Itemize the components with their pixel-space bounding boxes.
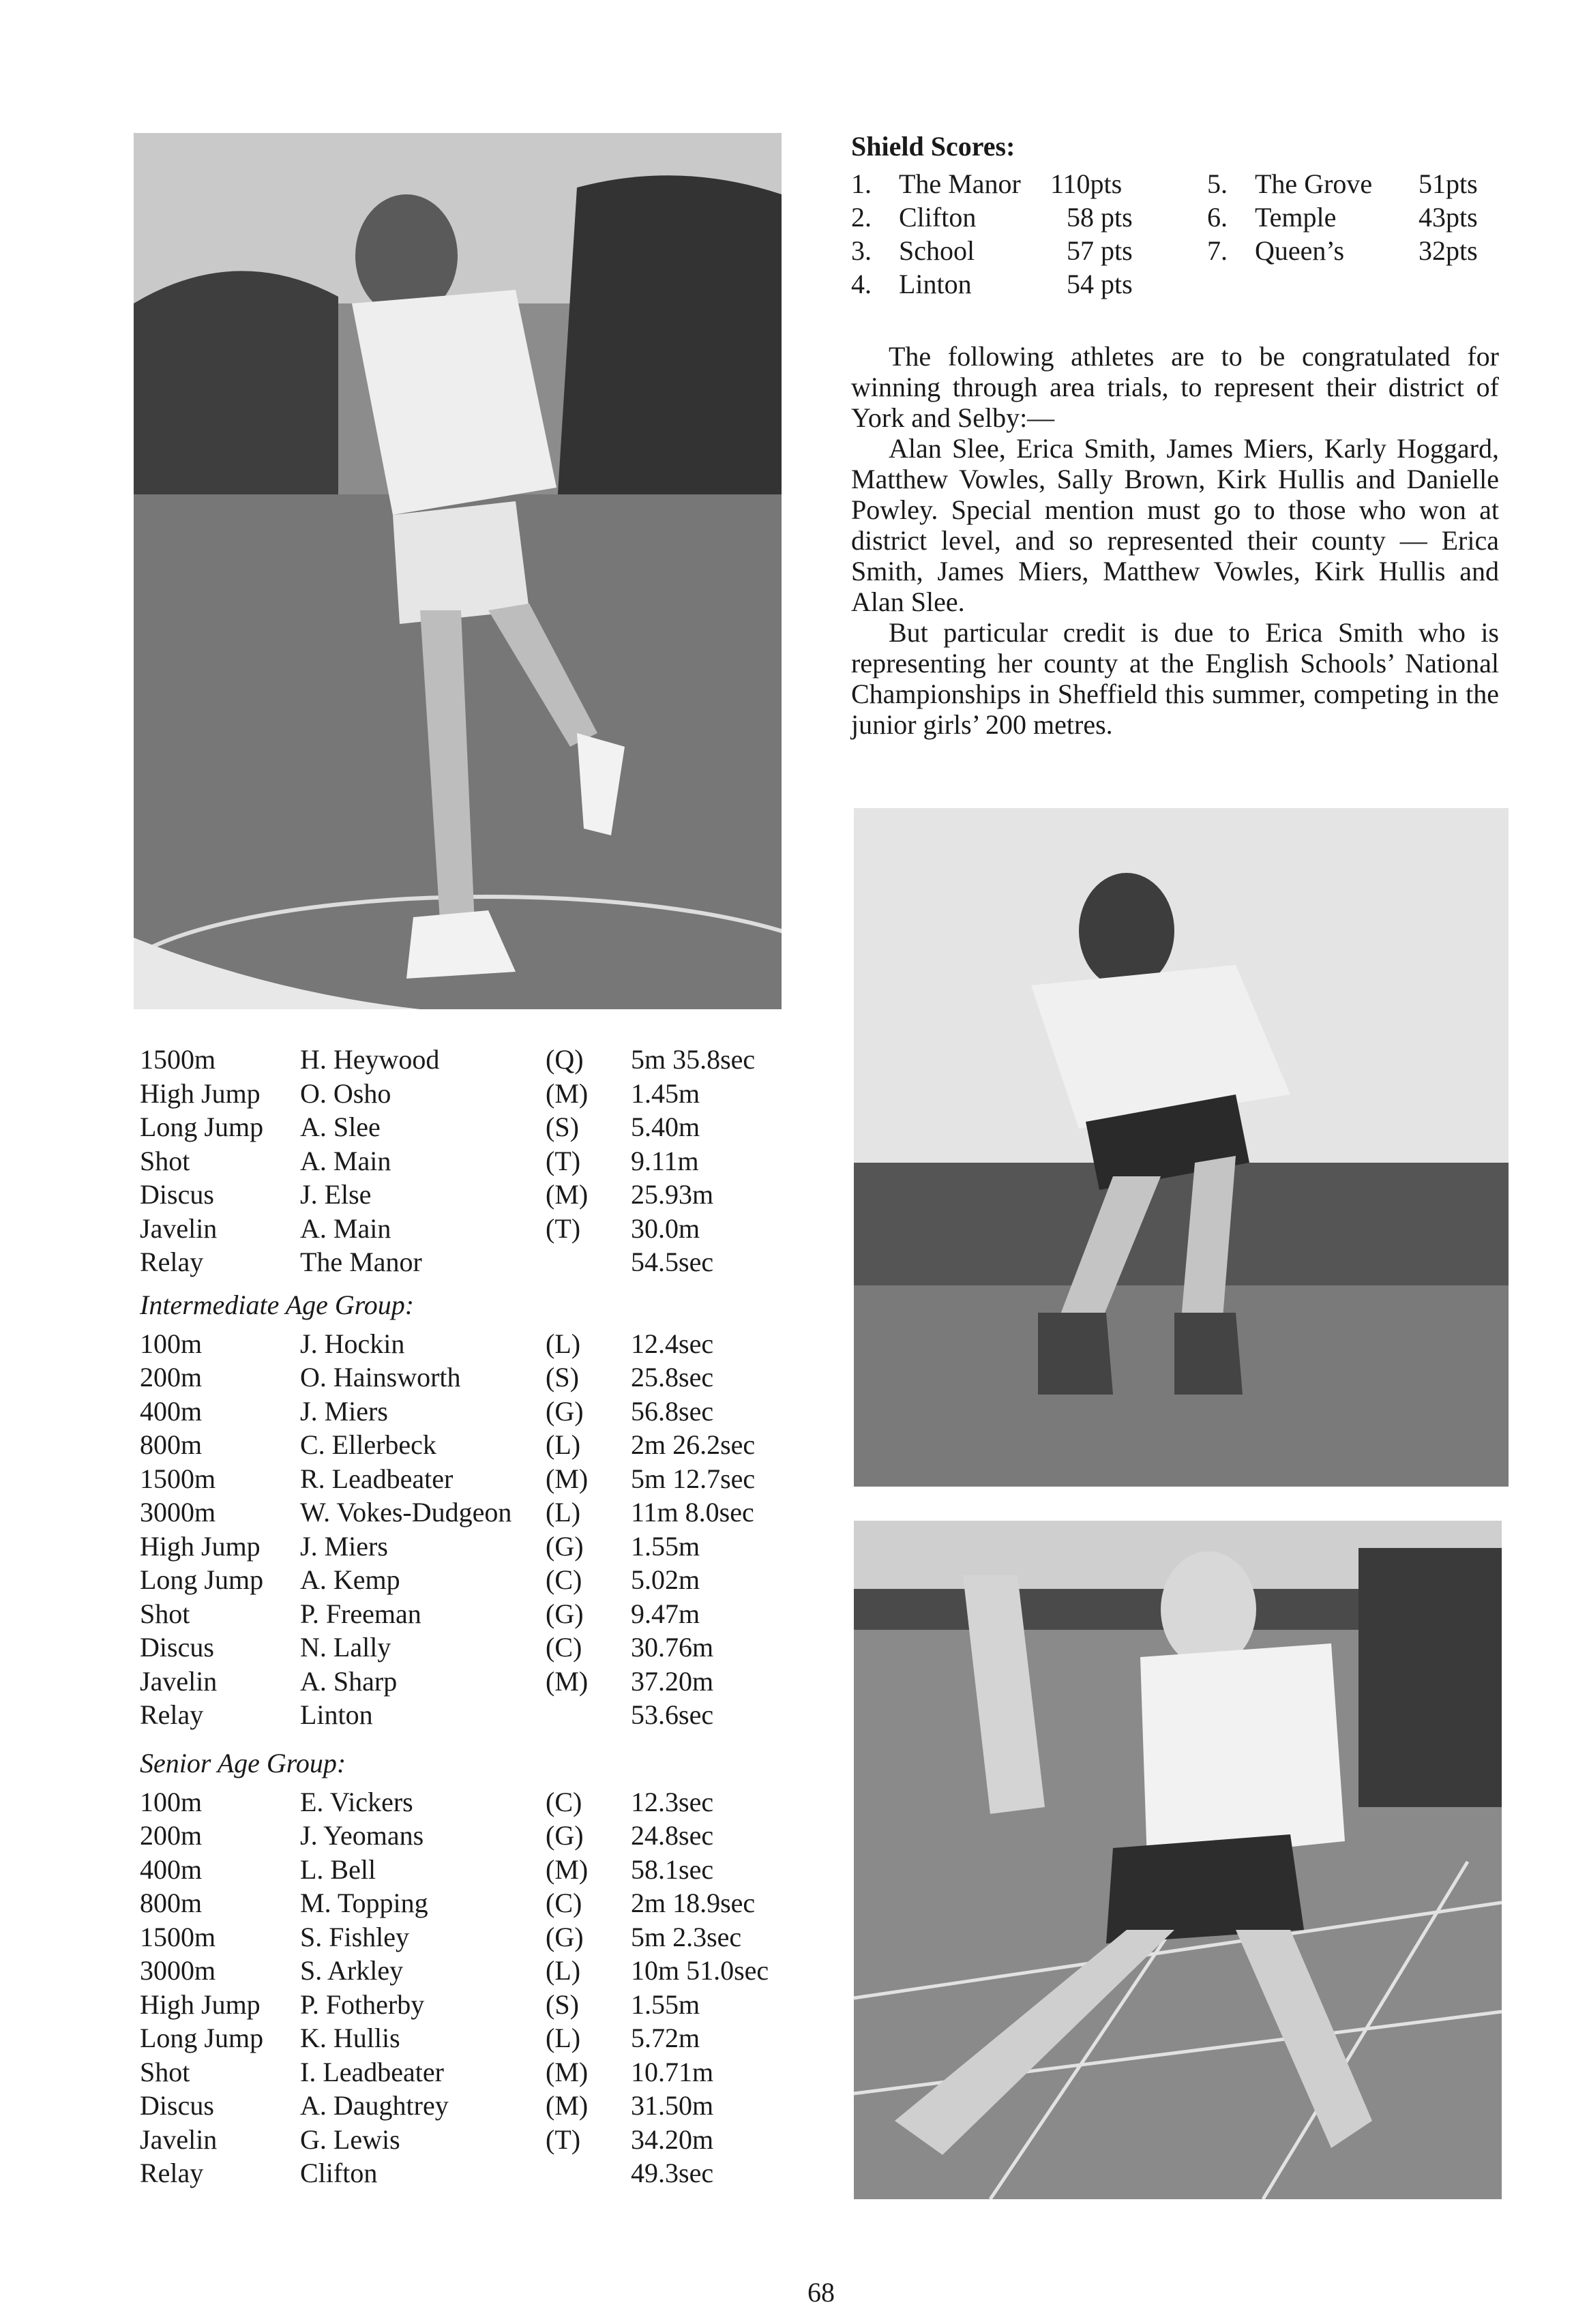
result-row — [140, 1429, 822, 1463]
result-event: 3000m — [140, 1955, 216, 1986]
result-house: (L) — [546, 1497, 581, 1528]
page-number: 68 — [807, 2277, 835, 2308]
result-row — [140, 1043, 822, 1077]
result-event: Long Jump — [140, 2023, 264, 2053]
result-row — [140, 1853, 822, 1888]
result-house: (C) — [546, 1786, 582, 1817]
result-value: 49.3sec — [631, 2158, 714, 2188]
result-value: 24.8sec — [631, 1820, 714, 1851]
result-event: 1500m — [140, 1463, 216, 1494]
result-event: Relay — [140, 1247, 204, 1277]
result-event: 400m — [140, 1395, 203, 1427]
result-value: 5m 2.3sec — [631, 1921, 742, 1952]
shield-rank: 5. — [1207, 168, 1228, 199]
shield-rank: 1. — [851, 168, 872, 199]
result-house: (L) — [546, 1955, 581, 1986]
shield-rank: 6. — [1207, 202, 1228, 233]
shield-house: Temple — [1255, 202, 1337, 233]
result-row — [140, 1111, 822, 1145]
result-row — [140, 1395, 822, 1429]
result-value: 5.02m — [631, 1564, 700, 1595]
result-event: High Jump — [140, 1988, 261, 2020]
senior-heading-row — [140, 1733, 822, 1786]
result-value: 2m 18.9sec — [631, 1888, 756, 1918]
shield-rank: 3. — [851, 235, 872, 266]
shield-row — [851, 167, 1506, 200]
shot-put-photo — [134, 133, 782, 1009]
result-event: High Jump — [140, 1530, 261, 1562]
result-athlete: The Manor — [300, 1247, 422, 1277]
result-value: 5.72m — [631, 2023, 700, 2053]
result-athlete: S. Fishley — [300, 1921, 410, 1952]
result-house: (M) — [546, 1463, 589, 1494]
result-house: (T) — [546, 1145, 581, 1176]
result-row — [140, 1819, 822, 1853]
result-athlete: A. Kemp — [300, 1564, 400, 1595]
result-athlete: W. Vokes-Dudgeon — [300, 1497, 512, 1528]
result-house: (M) — [546, 1665, 589, 1697]
result-value: 56.8sec — [631, 1395, 714, 1427]
result-value: 12.3sec — [631, 1786, 714, 1817]
result-event: 800m — [140, 1429, 203, 1460]
result-row — [140, 1921, 822, 1955]
result-value: 25.8sec — [631, 1362, 714, 1392]
result-event: Javelin — [140, 1665, 218, 1697]
result-row — [140, 1954, 822, 1988]
result-row — [140, 1077, 822, 1112]
shield-house: Clifton — [899, 202, 977, 233]
result-event: 100m — [140, 1786, 203, 1817]
congrats-paragraph-1: The following athletes are to be congratulated for winning through area trials, to represent their district of York and Selby:— — [851, 341, 1499, 433]
result-value: 5m 12.7sec — [631, 1463, 756, 1494]
result-event: 800m — [140, 1888, 203, 1918]
result-athlete: C. Ellerbeck — [300, 1429, 436, 1460]
result-row — [140, 1246, 822, 1280]
shield-points: 54 pts — [1067, 269, 1133, 299]
result-house: (S) — [546, 1988, 579, 2020]
result-house: (M) — [546, 1853, 589, 1885]
result-value: 1.45m — [631, 1077, 700, 1109]
result-row — [140, 1212, 822, 1247]
result-row — [140, 1665, 822, 1699]
result-house: (L) — [546, 1328, 581, 1359]
result-event: Shot — [140, 2056, 190, 2087]
result-athlete: O. Hainsworth — [300, 1362, 461, 1392]
junior-results-table — [140, 1043, 822, 2191]
result-athlete: P. Freeman — [300, 1598, 421, 1629]
congrats-paragraph-3: But particular credit is due to Erica Smith who is representing her county at the English Schools’ National Championships in Sheffield this summer, competing in the junior girls’ 200 metres. — [851, 617, 1499, 740]
result-house: (L) — [546, 2023, 581, 2053]
result-row — [140, 1631, 822, 1665]
result-athlete: A. Daughtrey — [300, 2090, 449, 2121]
result-house: (C) — [546, 1632, 582, 1663]
result-athlete: A. Slee — [300, 1112, 381, 1142]
result-event: Javelin — [140, 1212, 218, 1244]
result-value: 11m 8.0sec — [631, 1497, 754, 1528]
result-athlete: H. Heywood — [300, 1044, 440, 1075]
result-row — [140, 1530, 822, 1564]
congrats-paragraph-2: Alan Slee, Erica Smith, James Miers, Karly Hoggard, Matthew Vowles, Sally Brown, Kirk Hullis and Danielle Powley. Special mention must go to those who won at district level, and so represented their county — Erica Smith, James Miers, Matthew Vowles, Kirk Hullis and Alan Slee. — [851, 433, 1499, 617]
result-athlete: J. Yeomans — [300, 1820, 424, 1851]
result-value: 10m 51.0sec — [631, 1955, 769, 1986]
result-event: 400m — [140, 1853, 203, 1885]
result-value: 5.40m — [631, 1112, 700, 1142]
result-athlete: R. Leadbeater — [300, 1463, 454, 1494]
result-value: 9.47m — [631, 1598, 700, 1629]
shield-row — [851, 267, 1506, 301]
result-row — [140, 2089, 822, 2124]
result-row — [140, 1328, 822, 1362]
result-value: 9.11m — [631, 1145, 699, 1176]
result-house: (C) — [546, 1564, 582, 1595]
result-value: 37.20m — [631, 1665, 714, 1697]
result-value: 12.4sec — [631, 1328, 714, 1359]
result-athlete: I. Leadbeater — [300, 2056, 444, 2087]
result-house: (G) — [546, 1395, 584, 1427]
result-house: (Q) — [546, 1044, 584, 1075]
shield-rank: 7. — [1207, 235, 1228, 266]
result-event: Discus — [140, 1632, 214, 1663]
result-value: 30.0m — [631, 1212, 700, 1244]
result-house: (M) — [546, 2056, 589, 2087]
shield-house: Linton — [899, 269, 972, 299]
result-row — [140, 1786, 822, 1820]
result-value: 1.55m — [631, 1530, 700, 1562]
result-athlete: S. Arkley — [300, 1955, 404, 1986]
shield-rank: 4. — [851, 269, 872, 299]
result-house: (C) — [546, 1888, 582, 1918]
result-house: (S) — [546, 1362, 579, 1392]
result-row — [140, 1463, 822, 1497]
result-row — [140, 2022, 822, 2056]
result-row — [140, 1145, 822, 1179]
result-event: Discus — [140, 2090, 214, 2121]
result-athlete: A. Main — [300, 1145, 391, 1176]
shield-row — [851, 234, 1506, 267]
result-event: Shot — [140, 1145, 190, 1176]
result-row — [140, 1699, 822, 1733]
result-event: 100m — [140, 1328, 203, 1359]
shield-scores-heading: Shield Scores: — [851, 131, 1015, 162]
shield-house: School — [899, 235, 975, 266]
result-house: (G) — [546, 1530, 584, 1562]
result-event: Shot — [140, 1598, 190, 1629]
result-value: 5m 35.8sec — [631, 1044, 756, 1075]
result-value: 34.20m — [631, 2124, 714, 2155]
intermediate-age-group-heading: Intermediate Age Group: — [140, 1289, 415, 1320]
shield-row — [851, 200, 1506, 234]
result-athlete: J. Miers — [300, 1530, 388, 1562]
sprint-finish-photo — [854, 1521, 1502, 2199]
congratulations-text — [851, 341, 1499, 740]
result-value: 1.55m — [631, 1988, 700, 2020]
result-value: 58.1sec — [631, 1853, 714, 1885]
result-athlete: Linton — [300, 1699, 373, 1730]
result-event: 200m — [140, 1362, 203, 1392]
result-house: (M) — [546, 1179, 589, 1210]
shield-points: 51pts — [1419, 168, 1478, 199]
result-row — [140, 2124, 822, 2158]
result-event: 3000m — [140, 1497, 216, 1528]
result-event: Javelin — [140, 2124, 218, 2155]
result-row — [140, 1496, 822, 1530]
result-value: 30.76m — [631, 1632, 714, 1663]
result-event: Discus — [140, 1179, 214, 1210]
result-event: High Jump — [140, 1077, 261, 1109]
shield-points: 43pts — [1419, 202, 1478, 233]
result-house: (G) — [546, 1921, 584, 1952]
jumping-athlete-photo — [854, 808, 1509, 1487]
result-row — [140, 1887, 822, 1921]
shield-house: The Grove — [1255, 168, 1373, 199]
result-athlete: J. Else — [300, 1179, 372, 1210]
result-event: 1500m — [140, 1044, 216, 1075]
result-athlete: J. Hockin — [300, 1328, 405, 1359]
result-house: (G) — [546, 1598, 584, 1629]
result-value: 10.71m — [631, 2056, 714, 2087]
result-row — [140, 2056, 822, 2090]
result-house: (M) — [546, 1077, 589, 1109]
result-value: 54.5sec — [631, 1247, 714, 1277]
result-athlete: E. Vickers — [300, 1786, 413, 1817]
result-athlete: A. Main — [300, 1212, 391, 1244]
result-row — [140, 1564, 822, 1598]
senior-age-group-heading: Senior Age Group: — [140, 1747, 346, 1778]
shield-points: 58 pts — [1067, 202, 1133, 233]
shield-points: 57 pts — [1067, 235, 1133, 266]
result-house: (T) — [546, 1212, 581, 1244]
result-athlete: M. Topping — [300, 1888, 428, 1918]
shield-house: Queen’s — [1255, 235, 1345, 266]
result-athlete: G. Lewis — [300, 2124, 400, 2155]
shield-rank: 2. — [851, 202, 872, 233]
result-athlete: O. Osho — [300, 1077, 391, 1109]
result-athlete: J. Miers — [300, 1395, 388, 1427]
result-row — [140, 1361, 822, 1395]
result-event: 1500m — [140, 1921, 216, 1952]
result-house: (T) — [546, 2124, 581, 2155]
result-event: 200m — [140, 1820, 203, 1851]
result-athlete: L. Bell — [300, 1853, 376, 1885]
result-row — [140, 2157, 822, 2191]
result-athlete: K. Hullis — [300, 2023, 400, 2053]
result-row — [140, 1598, 822, 1632]
result-athlete: Clifton — [300, 2158, 378, 2188]
intermediate-heading-row — [140, 1280, 822, 1328]
result-house: (L) — [546, 1429, 581, 1460]
shield-house: The Manor — [899, 168, 1021, 199]
result-row — [140, 1988, 822, 2023]
result-row — [140, 1178, 822, 1212]
result-value: 53.6sec — [631, 1699, 714, 1730]
shield-scores — [851, 130, 1506, 301]
result-value: 25.93m — [631, 1179, 714, 1210]
result-house: (S) — [546, 1112, 579, 1142]
shield-points: 32pts — [1419, 235, 1478, 266]
result-event: Relay — [140, 1699, 204, 1730]
result-athlete: A. Sharp — [300, 1665, 398, 1697]
result-event: Long Jump — [140, 1564, 264, 1595]
result-athlete: P. Fotherby — [300, 1988, 425, 2020]
result-event: Relay — [140, 2158, 204, 2188]
result-value: 2m 26.2sec — [631, 1429, 756, 1460]
shield-points: 110pts — [1050, 168, 1123, 199]
result-value: 31.50m — [631, 2090, 714, 2121]
result-house: (G) — [546, 1820, 584, 1851]
result-athlete: N. Lally — [300, 1632, 391, 1663]
result-event: Long Jump — [140, 1112, 264, 1142]
result-house: (M) — [546, 2090, 589, 2121]
